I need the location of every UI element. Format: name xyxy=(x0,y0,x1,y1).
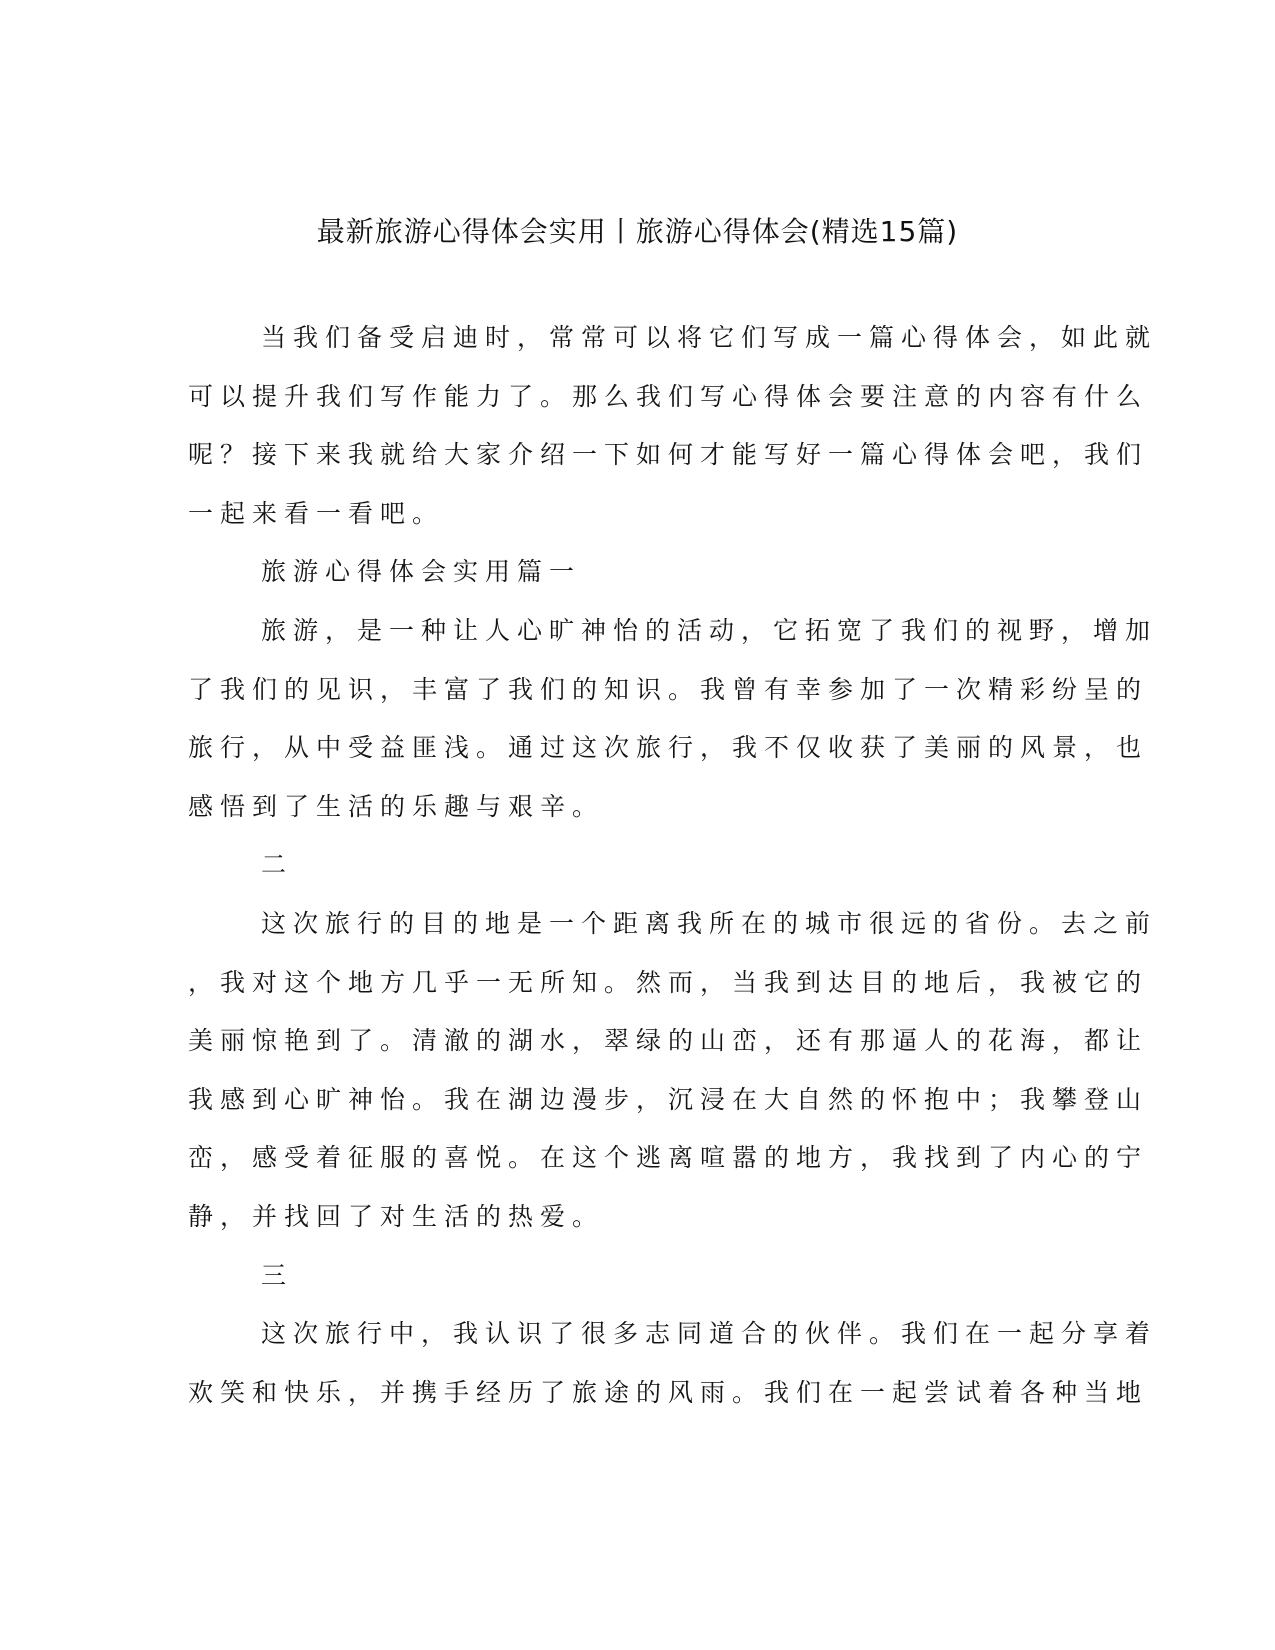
body-text-line: 旅行，从中受益匪浅。通过这次旅行，我不仅收获了美丽的风景，也 xyxy=(188,733,1149,763)
body-text-line: 三 xyxy=(261,1260,294,1290)
body-text-line: 呢？接下来我就给大家介绍一下如何才能写好一篇心得体会吧，我们 xyxy=(188,440,1149,470)
body-text-line: 峦，感受着征服的喜悦。在这个逃离喧嚣的地方，我找到了内心的宁 xyxy=(188,1143,1149,1173)
body-text-line: 静，并找回了对生活的热爱。 xyxy=(188,1202,605,1231)
body-text-line: 旅游心得体会实用篇一 xyxy=(261,557,582,587)
body-text-line: 这次旅行的目的地是一个距离我所在的城市很远的省份。去之前 xyxy=(261,909,1158,938)
body-text-line: 一起来看一看吧。 xyxy=(188,498,445,528)
body-text-line: 当我们备受启迪时，常常可以将它们写成一篇心得体会，如此就 xyxy=(261,323,1158,352)
document-title: 最新旅游心得体会实用丨旅游心得体会(精选15篇) xyxy=(316,215,959,248)
body-text-line: 欢笑和快乐，并携手经历了旅途的风雨。我们在一起尝试着各种当地 xyxy=(188,1377,1149,1407)
body-text-line: ，我对这个地方几乎一无所知。然而，当我到达目的地后，我被它的 xyxy=(188,967,1149,997)
body-text-line: 旅游，是一种让人心旷神怡的活动，它拓宽了我们的视野，增加 xyxy=(261,616,1158,645)
body-text-line: 二 xyxy=(261,850,294,880)
body-text-line: 感悟到了生活的乐趣与艰辛。 xyxy=(188,791,605,821)
body-text-line: 这次旅行中，我认识了很多志同道合的伙伴。我们在一起分享着 xyxy=(261,1319,1158,1349)
body-text-line: 美丽惊艳到了。清澈的湖水，翠绿的山峦，还有那逼人的花海，都让 xyxy=(188,1026,1149,1056)
body-text-line: 可以提升我们写作能力了。那么我们写心得体会要注意的内容有什么 xyxy=(188,381,1149,411)
body-text-line: 了我们的见识，丰富了我们的知识。我曾有幸参加了一次精彩纷呈的 xyxy=(188,674,1149,704)
body-text-line: 我感到心旷神怡。我在湖边漫步，沉浸在大自然的怀抱中；我攀登山 xyxy=(188,1084,1149,1114)
